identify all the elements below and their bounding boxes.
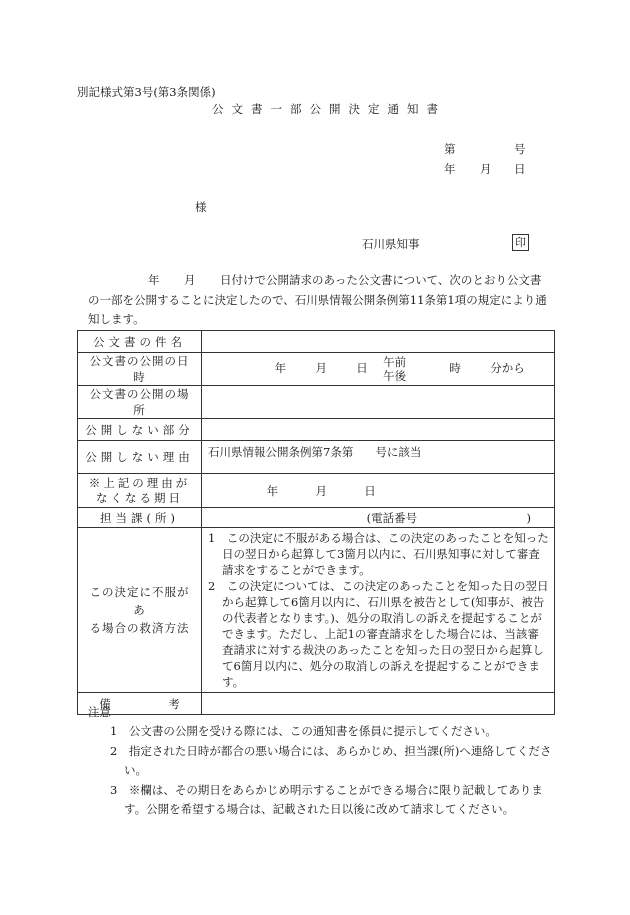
reason-suffix: 号に該当	[375, 445, 422, 459]
note-item-1: 1 公文書の公開を受ける際には、この通知書を係員に提示してください。	[110, 724, 497, 738]
row-remedy	[78, 528, 555, 693]
nondisclosed-label: 公開しない部分	[78, 419, 202, 441]
expiry-label-line-2: なくなる期日	[96, 490, 183, 505]
date-year: 年	[444, 162, 456, 176]
datetime-year: 年	[274, 361, 287, 375]
row-document-name	[78, 331, 555, 353]
date-day: 日	[514, 162, 526, 176]
doc-number-suffix: 号	[514, 142, 526, 156]
expiry-day: 日	[364, 483, 376, 498]
row-reason	[78, 441, 555, 474]
place-label: 公文書の公開の場所	[78, 386, 202, 419]
document-title: 公文書一部公開決定通知書	[212, 102, 446, 116]
datetime-minute: 分から	[490, 361, 525, 375]
body-line-3: 知します。	[88, 312, 145, 326]
remarks-field[interactable]	[202, 693, 555, 715]
remedy-label-line-1: この決定に不服があ	[89, 585, 190, 617]
expiry-label-line-1: ※上記の理由が	[88, 475, 191, 490]
body-line-2: の一部を公開することに決定したので、石川県情報公開条例第11条第1項の規定により通	[88, 293, 547, 307]
doc-name-label: 公文書の件名	[78, 331, 202, 353]
expiry-month: 月	[315, 483, 327, 498]
row-place	[78, 386, 555, 419]
am-pm-choice	[383, 355, 406, 383]
doc-name-field[interactable]	[202, 331, 555, 353]
remedy-item-2: 2 この決定については、この決定のあったことを知った日の翌日から起算して6箇月以内に、石川県を被告として(知事が、被告の代表者となります。)、処分の取消しの訴えを提起することができます。ただし、上記1の審査請求をした場合には、当該審査請求に対する裁決のあったことを知った日の翌日から起算して6箇月以内に、処分の取消しの訴えを提起することができます。	[208, 579, 549, 689]
expiry-field[interactable]	[202, 474, 555, 508]
body-line-1: 日付けで公開請求のあった公文書について、次のとおり公文書	[220, 273, 542, 287]
remedy-label-line-2: る場合の救済方法	[89, 621, 190, 635]
addressee-suffix: 様	[195, 200, 207, 214]
remedy-text	[202, 528, 555, 693]
row-remarks	[78, 693, 555, 715]
remedy-item-1: 1 この決定に不服がある場合は、この決定のあったことを知った日の翌日から起算して3箇月以内に、石川県知事に対して審査請求をすることができます。	[208, 531, 549, 577]
pm-label: 午後	[383, 369, 407, 383]
nondisclosed-field[interactable]	[202, 419, 555, 441]
phone-close: )	[526, 510, 531, 525]
datetime-day: 日	[356, 361, 368, 375]
issuer: 石川県知事	[362, 237, 420, 251]
form-number: 別記様式第3号(第3条関係)	[77, 85, 216, 99]
note-item-2: 2 指定された日時が都合の悪い場合には、あらかじめ、担当課(所)へ連絡してください。	[110, 744, 552, 777]
datetime-field[interactable]	[202, 353, 555, 386]
expiry-year: 年	[266, 483, 279, 498]
datetime-month: 月	[315, 361, 327, 375]
row-expiry	[78, 474, 555, 508]
date-month: 月	[480, 162, 492, 176]
notes-list	[110, 722, 552, 819]
phone-label: (電話番号	[366, 510, 418, 525]
reason-label: 公開しない理由	[78, 441, 202, 474]
row-datetime	[78, 353, 555, 386]
row-nondisclosed	[78, 419, 555, 441]
disclosure-form-table	[77, 330, 555, 715]
reason-field[interactable]	[202, 441, 555, 474]
seal-mark: 印	[512, 234, 529, 251]
note-item-3: 3 ※欄は、その期日をあらかじめ明示することができる場合に限り記載してあります。公開を希望する場合は、記載された日以後に改めて請求してください。	[110, 783, 543, 816]
reason-prefix: 石川県情報公開条例第7条第	[208, 445, 354, 459]
datetime-hour: 時	[449, 361, 461, 375]
department-label: 担当課(所)	[78, 508, 202, 528]
datetime-label: 公文書の公開の日時	[78, 353, 202, 386]
row-department	[78, 508, 555, 528]
body-year: 年	[148, 273, 160, 287]
notes-heading: 注意	[88, 705, 111, 719]
body-month: 月	[184, 273, 196, 287]
expiry-label	[78, 474, 202, 508]
remedy-label	[78, 528, 202, 693]
place-field[interactable]	[202, 386, 555, 419]
department-field[interactable]	[202, 508, 555, 528]
am-label: 午前	[383, 355, 407, 369]
doc-number-label: 第	[444, 142, 456, 156]
remarks-label: 備 考	[78, 693, 202, 715]
